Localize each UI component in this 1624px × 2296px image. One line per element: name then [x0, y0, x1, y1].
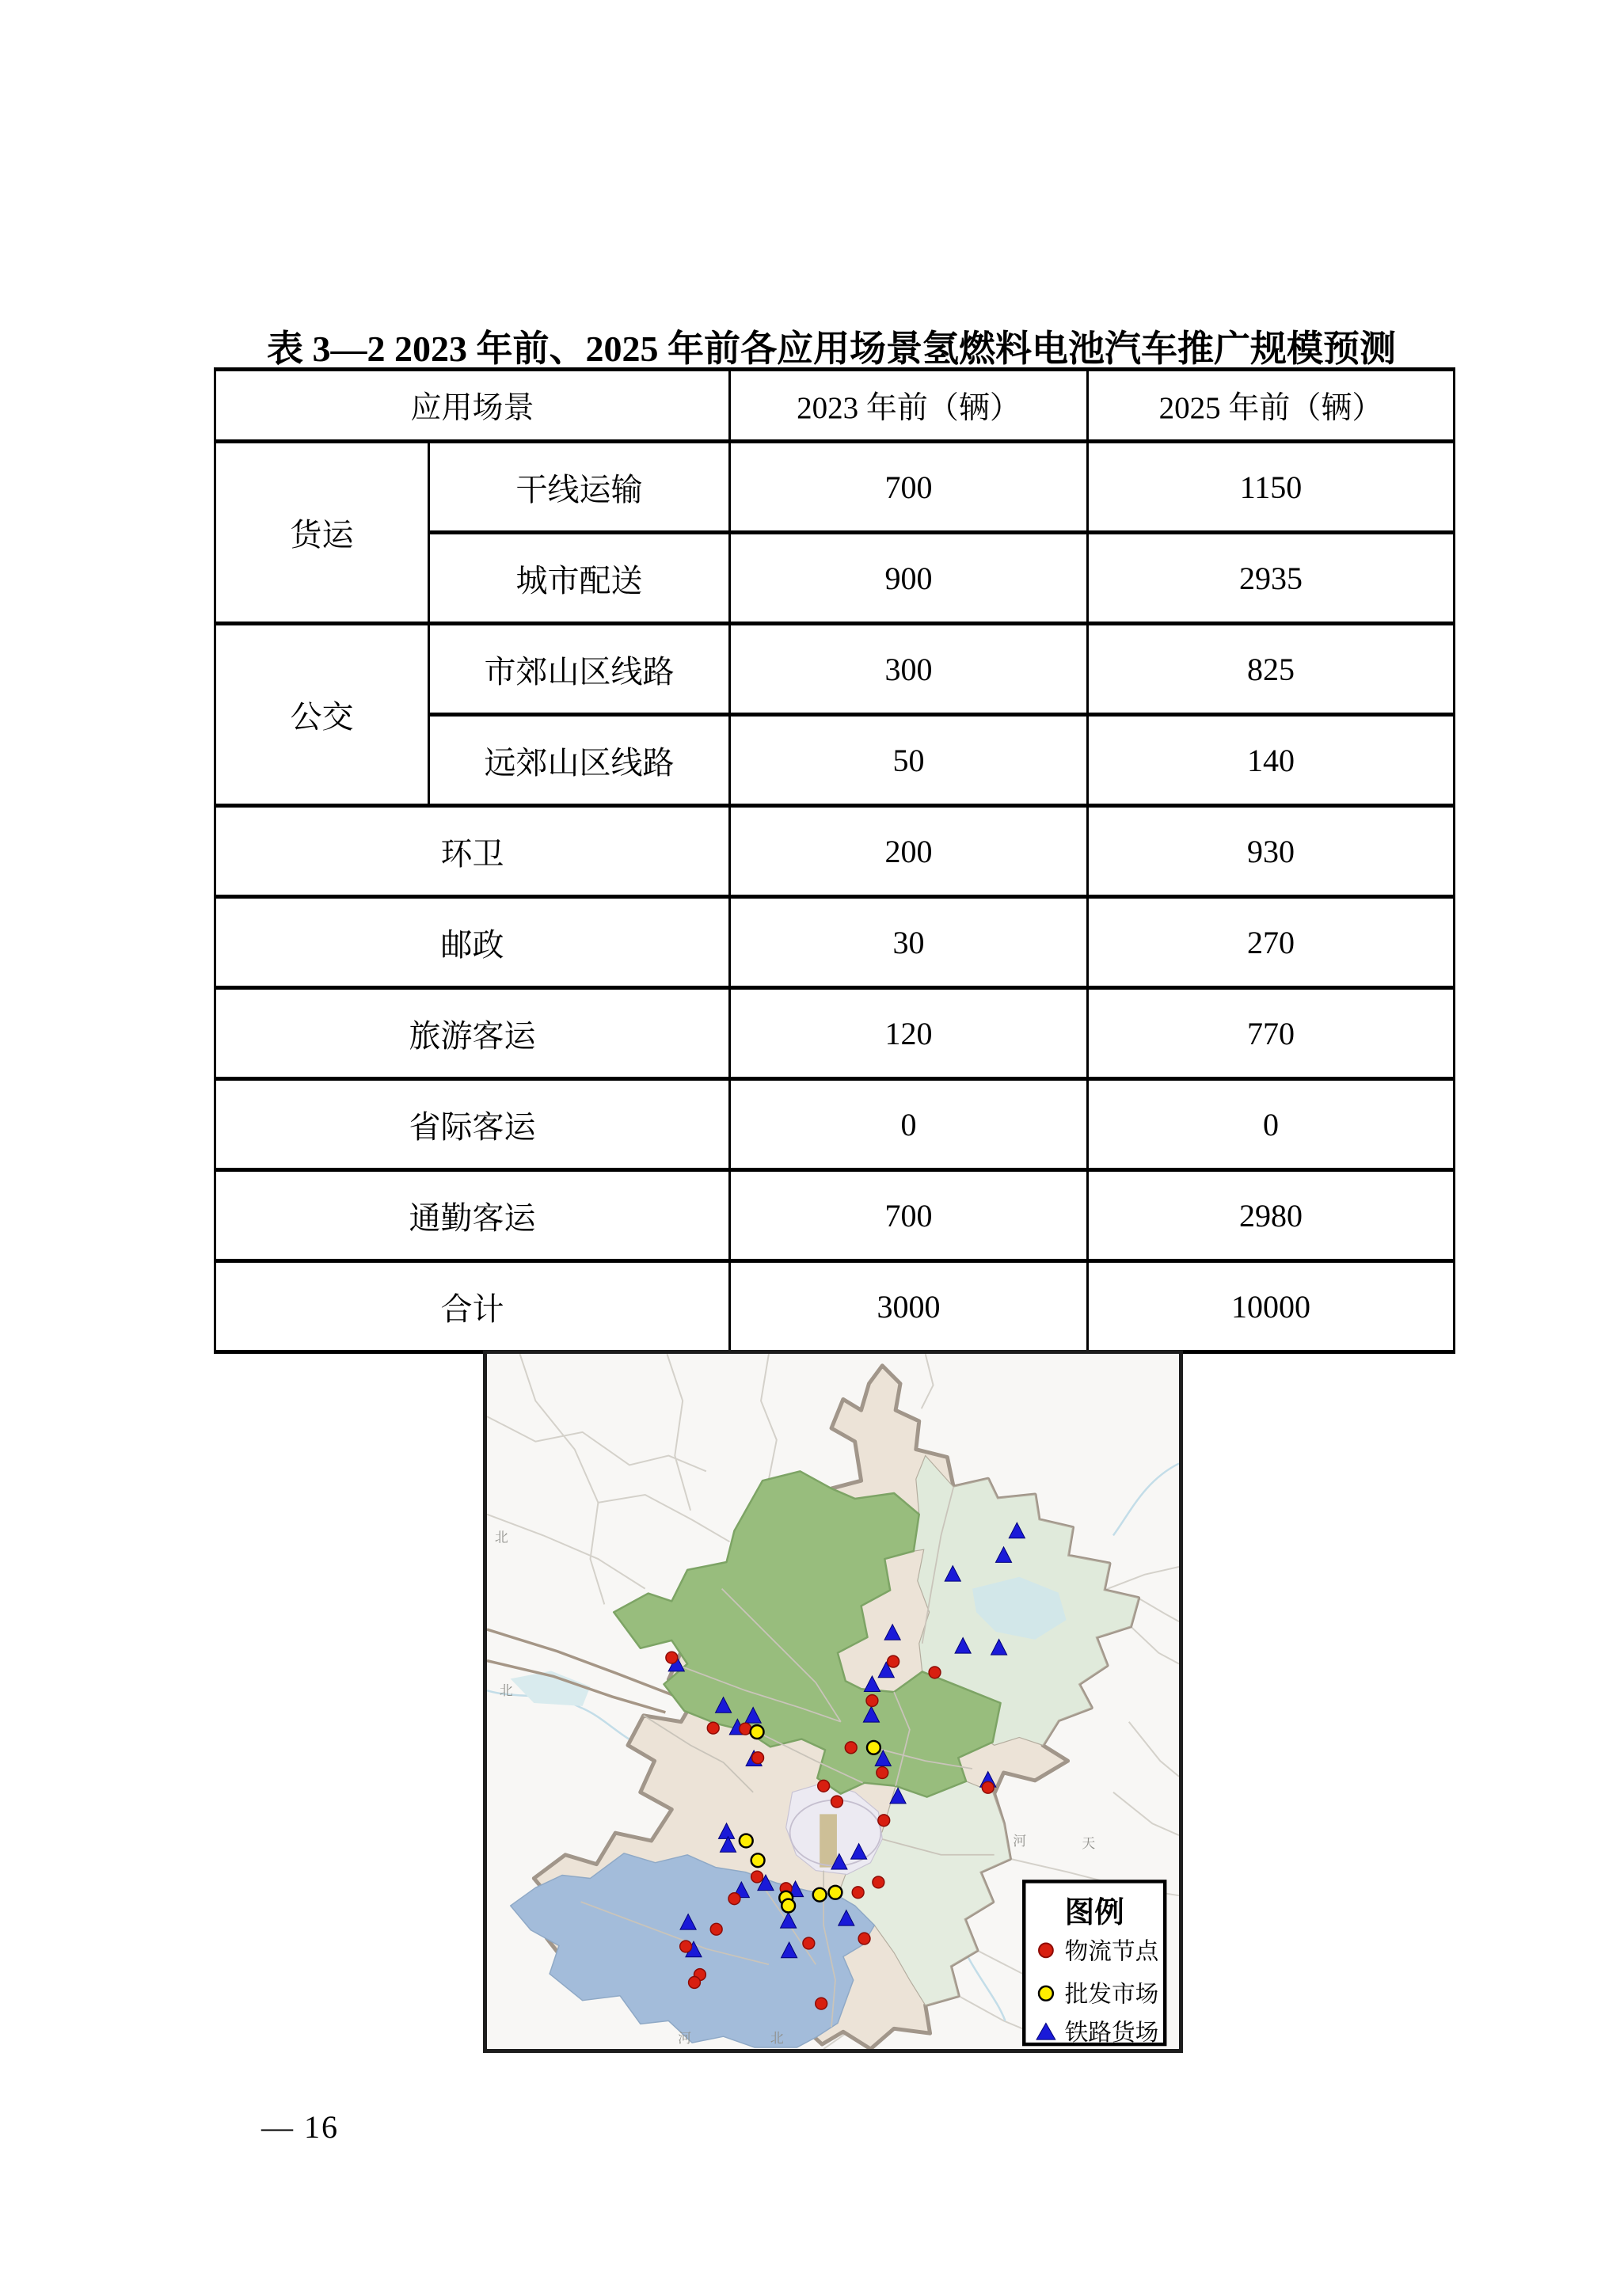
table-row: [215, 1079, 1455, 1170]
wholesale-market-marker: [751, 1725, 764, 1739]
logistics-node-icon: [1039, 1944, 1053, 1958]
table-row: [215, 624, 1455, 715]
table-row: [215, 897, 1455, 988]
wholesale-market-marker: [751, 1853, 765, 1867]
logistics-node-marker: [873, 1876, 884, 1888]
logistics-node-marker: [818, 1780, 830, 1792]
cell-2023: 120: [730, 988, 1088, 1079]
page-number: — 16: [261, 2109, 339, 2145]
cell-2023: 200: [730, 806, 1088, 897]
logistics-node-marker: [707, 1722, 719, 1734]
wholesale-market-marker: [740, 1834, 753, 1848]
logistics-node-marker: [858, 1933, 870, 1944]
logistics-node-marker: [728, 1893, 740, 1905]
neighbor-province-label: 北: [770, 2031, 784, 2047]
logistics-node-marker: [689, 1977, 701, 1989]
wholesale-market-icon: [1039, 1986, 1053, 2001]
logistics-node-marker: [852, 1887, 864, 1899]
logistics-node-marker: [710, 1923, 722, 1935]
logistics-node-marker: [816, 1998, 827, 2009]
wholesale-market-marker: [782, 1899, 795, 1913]
cell-2023: 3000: [730, 1261, 1088, 1352]
logistics-node-marker: [888, 1655, 899, 1667]
cell-scenario-total: 合计: [215, 1261, 730, 1352]
neighbor-province-label: 天: [1082, 1835, 1096, 1851]
cell-scenario: 干线运输: [429, 442, 730, 533]
logistics-node-marker: [803, 1937, 815, 1949]
cell-scenario: 邮政: [215, 897, 730, 988]
table-header-row: [215, 370, 1455, 442]
cell-2025: 2935: [1088, 533, 1455, 624]
cell-2025: 270: [1088, 897, 1455, 988]
cell-group-bus: 公交: [215, 624, 429, 806]
logistics-node-marker: [752, 1752, 764, 1764]
legend-item-label: 铁路货场: [1064, 2020, 1159, 2047]
beijing-map-svg: [487, 1354, 1179, 2049]
cell-2023: 50: [730, 715, 1088, 806]
cell-2023: 300: [730, 624, 1088, 715]
promotion-scale-table: [214, 367, 1455, 1354]
urban-central-axis-block: [820, 1814, 837, 1867]
cell-2023: 0: [730, 1079, 1088, 1170]
logistics-node-marker: [982, 1781, 994, 1793]
table-row: [215, 806, 1455, 897]
logistics-node-marker: [866, 1695, 878, 1707]
cell-2025: 1150: [1088, 442, 1455, 533]
table-row: [215, 988, 1455, 1079]
neighbor-province-label: 河: [678, 2031, 692, 2047]
table-row: [215, 442, 1455, 533]
table-row: [215, 1261, 1455, 1352]
neighbor-province-label: 北: [499, 1683, 513, 1699]
cell-2023: 30: [730, 897, 1088, 988]
logistics-node-marker: [740, 1723, 751, 1735]
wholesale-market-marker: [813, 1888, 827, 1902]
map-legend: [1024, 1881, 1165, 2046]
logistics-node-marker: [929, 1667, 941, 1678]
cell-2025: 10000: [1088, 1261, 1455, 1352]
cell-2025: 2980: [1088, 1170, 1455, 1261]
cell-scenario: 城市配送: [429, 533, 730, 624]
logistics-node-marker: [680, 1941, 692, 1952]
logistics-node-marker: [831, 1796, 843, 1808]
cell-2025: 930: [1088, 806, 1455, 897]
cell-scenario: 通勤客运: [215, 1170, 730, 1261]
cell-scenario: 市郊山区线路: [429, 624, 730, 715]
cell-scenario: 旅游客运: [215, 988, 730, 1079]
legend-title: 图例: [1064, 1895, 1124, 1929]
logistics-node-marker: [666, 1652, 678, 1663]
cell-2025: 770: [1088, 988, 1455, 1079]
cell-2023: 900: [730, 533, 1088, 624]
cell-scenario: 环卫: [215, 806, 730, 897]
header-2025: 2025 年前（辆）: [1088, 370, 1455, 442]
logistics-node-marker: [878, 1815, 890, 1827]
cell-2023: 700: [730, 442, 1088, 533]
wholesale-market-marker: [829, 1886, 842, 1899]
cell-scenario: 远郊山区线路: [429, 715, 730, 806]
logistics-node-marker: [751, 1871, 763, 1883]
neighbor-province-label: 北: [494, 1530, 508, 1545]
cell-2025: 0: [1088, 1079, 1455, 1170]
table-title: 表 3—2 2023 年前、2025 年前各应用场景氢燃料电池汽车推广规模预测: [267, 329, 1396, 369]
logistics-node-marker: [877, 1767, 888, 1779]
legend-item-label: 物流节点: [1064, 1938, 1159, 1965]
header-scenario: 应用场景: [215, 370, 730, 442]
cell-2025: 825: [1088, 624, 1455, 715]
cell-2025: 140: [1088, 715, 1455, 806]
cell-scenario: 省际客运: [215, 1079, 730, 1170]
cell-group-freight: 货运: [215, 442, 429, 624]
logistics-node-marker: [845, 1742, 857, 1754]
beijing-logistics-map: [483, 1350, 1183, 2053]
table-row: [215, 1170, 1455, 1261]
wholesale-market-marker: [867, 1741, 880, 1754]
neighbor-province-label: 河: [1013, 1833, 1027, 1849]
legend-item-label: 批发市场: [1064, 1981, 1159, 2008]
cell-2023: 700: [730, 1170, 1088, 1261]
header-2023: 2023 年前（辆）: [730, 370, 1088, 442]
